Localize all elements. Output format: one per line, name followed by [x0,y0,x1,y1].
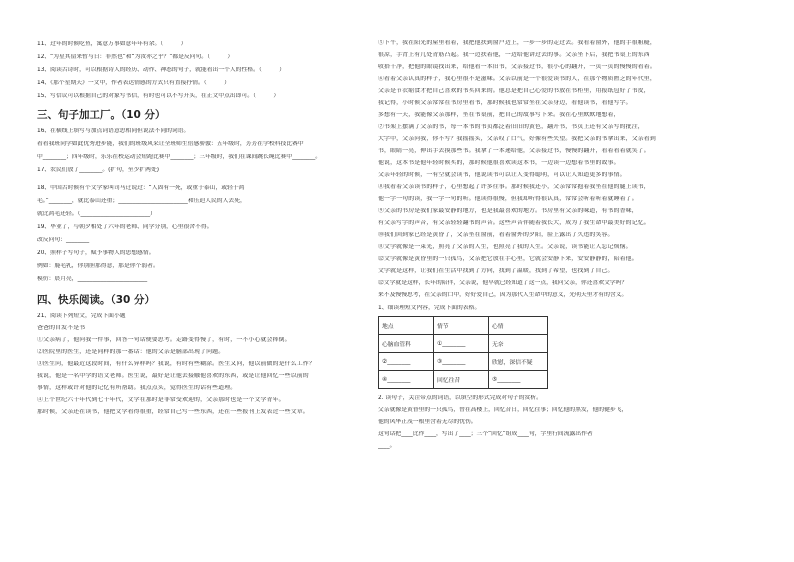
question-18-text-2: 就比鸿毛还轻。（________________________） [37,211,156,217]
table-cell: 无奈 [489,335,548,353]
table-header-cell: 情节 [434,317,489,335]
passage-line: 很凉，手背上有几处青筋凸起。我一边扶着他，一边给他讲过去的事。父亲坐下后，我把书桌上的东西 [378,52,650,58]
question-16-text-1: 看看我班同学如此优秀进步能，我们的班级风采让全班师生倍感骄傲：五年级时，芳芳在学校科技比赛中 [37,141,304,147]
question-20-example: 例如：鹿毛乳，你别胆那得意，那是你个弱者。 [37,263,159,269]
question-17: 17、农民们放了________。(扩句，至少扩两处) [37,167,160,173]
passage-line: ⑥看着父亲认真的样子，我心里很不是滋味。父亲以前是一个很爱读书的人，在那个物质匮乏的年代里， [378,76,656,82]
question-14: 14、《那个星期天》一文中，作者表达情感的方式只有直接抒情。（ ） [37,80,230,86]
table-cell[interactable]: ⑤________ [489,371,548,389]
table-row [379,353,548,371]
question-2-sentence: 父亲就像是黄昏里的一只孤鸟，曾在高楼上，回忆昔日，回忆往事；回忆他的黑发，他的健步飞， [378,407,628,413]
passage-line: ①父亲病了，他问我一件事，回答一句话便要思考。走路变得慢了，有时，一不小心就会摔倒。 [37,337,291,343]
passage-line: 文学就是这样，让我们在生活中找到了方向，找到了温暖，找到了希望，也找到了自己。 [378,268,614,274]
section-3-title: 三、句子加工厂。（10 分） [37,109,166,121]
question-19: 19、毕业了，与朝夕相处了六年的老师、同学分别，心里很舍不得。 [37,224,213,230]
table-row [379,371,548,389]
question-2-sentence: 他的风华正茂一根里含着无尽的忧伤。 [378,419,477,425]
passage-title: 爸爸的自发不是书 [37,325,86,331]
passage-line: ④上个世纪六十年代到七十年代，文学在那时是非常受欢迎的，父亲那时也是一个文学青年。 [37,397,285,403]
passage-line: 父亲是节衣缩食才把自己喜欢的书买回来的。他总是把自己心爱的书放在书柜里，用报纸包好了书皮， [378,88,650,94]
question-2-blanks: 这句话把____比作____，写出了____；三个“回忆”组成____句，字里行间流露出作者 [378,431,593,437]
passage-line: 事情，这样或许对他的记忆有所帮助。我点点头，觉得医生的话有些道理。 [37,385,237,391]
table-cell: 欣慰，深信不疑 [489,353,548,371]
passage-line: ⑪文学就像是一束光，照亮了父亲的人生，也照亮了我的人生。父亲说，读书能让人忘记烦恼。 [378,244,632,250]
passage-line: 我说，他是一名中学的语文老师。医生说，最好是让他去接触他喜欢的东西，或是让他回忆一些以前的 [37,373,309,379]
passage-line: 大字中，父亲问我，你不写？我摇摇头，父亲叹了口气，好像有些失望。我把父亲的书拿出来，父亲看到 [378,136,656,142]
passage-line: 他说，这本书是他年轻时候买的，那时候他很喜欢读这本书，一边读一边想着书里的故事。 [378,160,620,166]
passage-line: 多想有一天，我能像父亲那样，坐在书桌前，把自己的故事写下来。我在心里默默地想着， [378,112,620,118]
passage-line: ⑤下午，我在阳光的屋里看着，我把他扶到窗户边上，一步一步的走过去。我看着窗外，他的手很粗糙， [378,40,656,46]
passage-line: 书，眼睛一亮，伸出手去摸那些书。我拿了一本递给他，父亲接过书，慢慢的翻开，看着看着就笑了。 [378,148,650,154]
question-19-answer: 改反问句：________ [37,237,90,243]
table-header-row [379,317,548,335]
passage-line: ③医生问，他最近这段时间，有什么异样吗？我说，有时有些糊涂。医生又问，他以前做的是什么工作？ [37,361,315,367]
passage-line: ⑩我们回到家已经是黄昏了，父亲坐在窗前，看着窗外的夕阳，脸上露出了久违的笑容。 [378,232,614,238]
question-2-blanks: ____。 [378,443,396,449]
question-13: 13、阅读古诗时，可以根据诗人的经历、动作、神态的句子，就能看出一个人的性格。（ ） [37,67,285,73]
passage-line: ②医院里的医生，还是同样的那一番话：他的父亲是脑部出现了问题。 [37,349,225,355]
table-cell: 回忆往昔 [434,371,489,389]
passage-line: 父亲年轻的时候，一有空就会读书，他说读书可以让人变得聪明，可以让人知道更多的事情。 [378,172,626,178]
table-row [379,335,548,353]
question-11: 11、过年的时候吃鱼，寓意万事如意年年有余。（ ） [37,41,187,47]
question-2: 2. 读句子，关注带点的词语，以填空的形式完成对句子的赏析。 [378,395,542,401]
passage-line: 他一字一句的读，我一字一句的听。他读得很慢，但我却听得很认真，常常会听着听着就睡着了。 [378,196,638,202]
passage-line: ⑦书架上摆满了父亲的书，每一本书的书页都泛着旧旧的黄色，翻开书，书页上还有父亲写的批注， [378,124,644,130]
left-column [37,38,402,416]
passage-line: 我记得，小时候父亲常常在书房里看书，那时候我也常常坐在父亲身边，看他读书，看他写字。 [378,100,632,106]
table-cell[interactable]: ②________ [379,353,434,371]
passage-line: ⑨父亲的书房是我们家最安静的地方，也是我最喜欢的地方。书房里有父亲的味道，有书的香味， [378,208,638,214]
right-column [378,38,758,450]
passage-line: ⑫文学就像是黄昏里的一只孤鸟，父亲把它放在手心里，它就会安静下来，安安静静的，陪着他。 [378,256,638,262]
table-header-cell: 心情 [489,317,548,335]
table-cell[interactable]: ④________ [379,371,434,389]
passage-line: 有父亲写字的声音，有父亲轻轻翻书的声音。这些声音伴随着我长大，成为了我生命中最美好的记忆。 [378,220,650,226]
question-16-text-2: 中________；四年级时，乐乐在校运动会短跑比赛中________；三年级时，我们在课间跳长绳比赛中________。 [37,154,322,160]
passage-line: 来不及慢慢思考，在父亲的口中，好好爱自己，因为那代人生命中的意义，光明天里才有的含义。 [378,292,628,298]
question-15: 15、写信议可以根据自己的对象写书信，有时也可以不写开头，在正文中点出即可。（ ） [37,93,280,99]
question-18-text-1: 毛。”________，就比泰山还重；________________________和压迫人民的人去死， [37,198,246,204]
passage-line: 收拾干净，把他的眼镜找出来，给他看一本旧书，父亲接过书，很小心的翻开，一页一页的慢慢的看着。 [378,64,656,70]
question-12: 12、“为星其留来暂与日：非然也”和“为汝亦之乎？”都是反问句。（ ） [37,54,234,60]
table-cell[interactable]: ①________ [434,335,489,353]
question-18: 18、中国古时候有个文学家叫司马迁说过：“人固有一死，或重于泰山，或轻于鸿 [37,185,245,191]
table-question: 1、细读理短文内容，完成下面的表格。 [378,305,481,311]
table-cell[interactable]: ③________ [434,353,489,371]
question-16: 16、在横线上填写与加点词语意思相同但说法不同的词语。 [37,128,190,134]
passage-line: ⑧我看着父亲读书的样子，心里想起了许多往事。那时候我还小，父亲常常抱着我坐在他的腿上读书， [378,184,650,190]
question-20: 20、照样子写句子，赋予事物人的思想感情。 [37,250,155,256]
section-4-title: 四、快乐阅读。（30 分） [37,294,156,306]
table-header-cell: 地点 [379,317,434,335]
table-cell: 心脑血管科 [379,335,434,353]
question-20-imitate: 模仿：晨月亮，________________________ [37,276,148,282]
passage-line: ⑫文学就是这样，长年的陪伴，父亲说，他早就已经知道了这一点，我问父亲，你还喜欢文学吗？ [378,280,628,286]
passage-line: 那时候，父亲还在读书，他把文学看得很重，经常自己写一些东西，还在一些报刊上发表过一些文章。 [37,409,309,415]
question-21: 21、阅读下列短文，完成下面小题 [37,313,126,319]
answer-table [378,316,548,389]
